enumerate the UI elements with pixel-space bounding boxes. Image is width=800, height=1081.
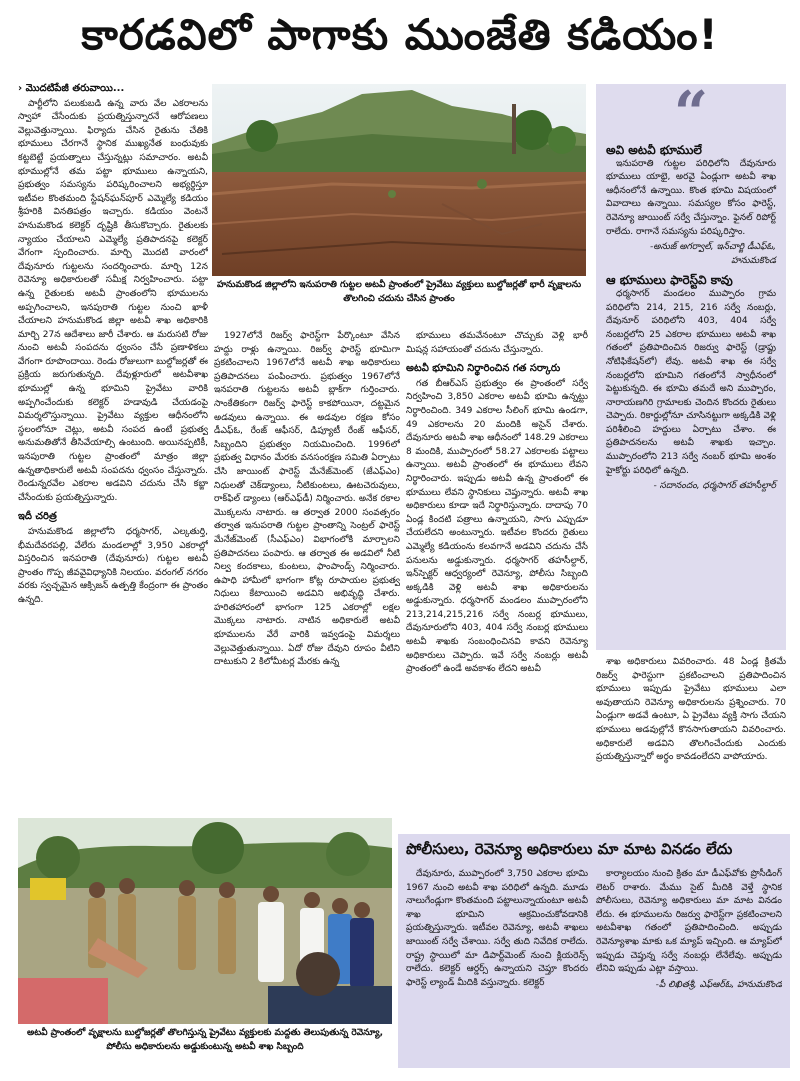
col2-paragraph: 1927లోనే రిజర్వ్ ఫారెస్ట్‌గా పేర్కొంటూ వేసిన హద్దు రాళ్లు ఉన్నాయి. రిజర్వ్ ఫారెస్ట్ భూమిగా ప్రకటించాలని 1967లోనే అటవీ శాఖ అధికారులు ప్రతిపాదనలు పంపించారు. ప్రభుత్వం 1967లోనే ఇనపరాతి గుట్టలను అటవీ బ్లాక్‌గా గుర్తించారు. సాంకేతికంగా రిజర్వ్ ఫారెస్ట్ కాకపోయినా, దట్టమైన అడవులు ఉన్నాయి. ఈ అడవుల రక్షణ కోసం డీఎఫ్‌ఓ, రేంజ్ ఆఫీసర్, డిప్యూటీ రేంజ్ ఆఫీసర్, సిబ్బందిని ప్రభుత్వం నియమించింది. 1996లో ప్రభుత్వ విధానం మేరకు వనసంరక్షణ సమితి ఏర్పాటు చేసి జాయింట్ ఫారెస్ట్ మేనేజ్‌మెంట్ (జేఎఫ్ఎం) నిధులతో చెక్‌డ్యాంలు, నీటికుంటలు, ఊటచెరువులు, రాక్‌ఫిల్ డ్యాంలు (ఆర్‌ఎఫ్‌డీ) నిర్మించారు. అనేక రకాల మొక్కలను నాటారు. ఆ తర్వాత 2000 సంవత్సరం తర్వాత ఇనుపరాతి గుట్టల ప్రాంతాన్ని సెంట్రల్ ఫారెస్ట్ మేనేజ్‌మెంట్ (సీఎఫ్ఎం) విభాగంలోకి మార్చాలని ప్రతిపాదనలు పంపారు. ఆ తర్వాత ఈ అడవిలో నీటి నిల్వ కందకాలు, కుంటలు, ఫాంపాండ్స్ నిర్మించారు. ఉపాధి హామీలో భాగంగా కోట్ల రూపాయల ప్రభుత్వ నిధులు కేటాయించి అడవిని అభివృద్ధి చేశారు. హరితహారంలో భాగంగా 125 ఎకరాల్లో లక్షల మొక్కలు నాటారు. నాటిన అధికారులే అటవీ భూములను వేరే వారికి ఇవ్వడంపై విమర్శలు వెల్లువెత్తుతున్నాయి. ఏదో రోజు దేవుని రూపం వీటిని దాటుకుని 2 కిలోమీటర్ల మేరకు ఉన్న [214,331,400,668]
col1-history: హనుమకొండ జిల్లాలోని ధర్మసాగర్, ఎల్కతుర్తి, భీమదేవరపల్లి, వేలేరు మండలాల్లో 3,950 ఎకరాల్లో విస్తరించిన ఇనపరాతి (దేవునూరు) గుట్టల అటవీ ప్రాంతం గొప్ప జీవవైవిధ్యానికి నిలయం. వరంగల్ నగరం వరకు స్వచ్ఛమైన ఆక్సిజన్ ఉత్పత్తి కేంద్రంగా ఈ ప్రాంతం ఉన్నది. [18,527,208,605]
headline-text: కారడవిలో పాగాకు ముంజేతి కడియం! [81,10,719,59]
col1-subhead: ఇదీ చరిత్ర [18,511,57,523]
col3-body: గత బీఆర్ఎస్ ప్రభుత్వం ఈ ప్రాంతంలో సర్వే నిర్వహించి 3,850 ఎకరాల అటవీ భూమి ఉన్నట్టు నిర్థారించింది. 349 ఎకరాల సీలింగ్ భూమి ఉండగా, 49 ఎకరాలను 20 మందికి అసైన్ చేశారు. దేవునూరు అటవీ శాఖ ఆధీనంలో 148.29 ఎకరాలు 8 మందికి, ముప్పారంలో 58.27 ఎకరాలకు పట్టాలు ఉన్నాయి. అటవీ ప్రాంతంలో ఈ భూములు లేవని నిర్థారించారు. ఇప్పుడు అటవీ ఉన్న ప్రాంతంలో ఈ భూములు లేవని స్థానికులు చెప్తున్నారు. అటవీ శాఖ అధికారులు కూడా ఇదే నిర్థారిస్తున్నారు. దాదాపు 70 ఏండ్ల కిందటి పత్రాలు ఉన్నాయని, సాగు ఎప్పుడూ చేయలేదని అంటున్నారు. ఇటీవల కొందరు రైతులు ఎమ్మెల్యే కడియంను కలవగానే అడవిని చదును చేసే పనులను అడ్డుకున్నారు. ధర్మసాగర్ తహసీల్దార్, ఇన్‌స్పెక్టర్ ఆధ్వర్యంలో రెవెన్యూ, పోలీసు సిబ్బంది అక్కడికి వెళ్లి అటవీ శాఖ అధికారులను అడ్డుకున్నారు. ధర్మసాగర్ మండలం ముప్పారంలోని 213,214,215,216 సర్వే నంబర్ల భూములు, దేవునూరులోని 403, 404 సర్వే నంబర్ల భూములు అటవీ శాఖకు సంబంధించినవి కావని రెవెన్యూ అధికారులు చెప్పారు. ఇవే సర్వే నంబర్లు అటవీ ప్రాంతంలో ఉండే అవకాశం లేదని అటవీ [406,378,588,675]
side-box2-signature: - సదానందం, ధర్మసాగర్ తహసీల్దార్ [653,481,776,492]
column-3 [406,330,588,812]
frO-quote-band [398,834,790,1068]
photo2-caption: అటవీ ప్రాంతంలో వృక్షాలను బుల్డోజర్లతో తొలగిస్తున్న ప్రైవేటు వ్యక్తులకు మద్దతు తెలుపుతున్న రెవెన్యూ, పోలీసు అధికారులను అడ్డుకుంటున్న అటవీ శాఖ సిబ్బంది [27,1028,383,1052]
band-left-column [406,868,588,1064]
side-box-1 [596,144,786,268]
headline [0,0,800,80]
col1-paragraph: పార్టీలోని పలుకుబడి ఉన్న వారు వేల ఎకరాలను స్వాహా చేసేందుకు ప్రయత్నిస్తున్నారనే ఆరోపణలు వెల్లువెత్తున్నాయి. ఫిర్యాదు చేసిన రైతును చేతికి భూములు చేరగానే స్థానిక ముఖ్యనేత బంధువుకు కట్టబెట్టే ప్రయత్నాలు చేస్తున్నట్లు సమాచారం. అటవీ భూముల్లోనే తమ పట్టా భూములు ఉన్నాయని, ప్రభుత్వం సమస్యను పరిష్కరించాలని అభ్యర్థిస్తూ ఇటీవల కొంతమంది స్టేషన్‌ఘన్‌పూర్ ఎమ్మెల్యే కడియం శ్రీహరికి వినతిపత్రం ఇచ్చారు. కడియం వెంటనే హనుమకొండ కలెక్టర్ దృష్టికి తీసుకొచ్చారు. రైతులకు న్యాయం చేయాలని ఎమ్మెల్యే ప్రతిపాదనపై కలెక్టర్ వేగంగా స్పందించారు. మార్చి మొదటి వారంలో దేవునూరు గుట్టలను సందర్శించారు. మార్చి 12న రెవెన్యూ అధికారులతో సమీక్ష నిర్వహించారు. పట్టా ఉన్న రైతులకు అటవీ ప్రాంతంలోని భూములను అప్పగించాలని, ఇనపురాతి గుట్టల నుంచి ఖాళీ చేయాలని హనుమకొండ జిల్లా అటవీ శాఖ అధికారికి మార్చి 27న ఆదేశాలు జారీ చేశారు. ఆ మరుసటి రోజు నుంచి అటవీ సంపదను ధ్వంసం చేసే ప్రణాళికలు వేగంగా రూపొందాయి. రెండు రోజులుగా బుల్డోజర్లతో ఈ ప్రక్రియ జరుగుతున్నది. దేవుళ్లూరులో అటవీశాఖ భూముల్లో ఉన్న భూమిని ప్రైవేటు వారికి అప్పగించేందుకు కలెక్టర్ హడావుడి చేయడంపై విమర్శలొస్తున్నాయి. ప్రైవేటు వ్యక్తుల ఆధీనంలోని స్థలంలోనూ చెట్లు, అటవీ సంపద ఉంటే ప్రభుత్వ అనుమతితోనే తీసివేయాల్సి ఉంటుంది. అయినప్పటికీ, ఇనపురాతి గుట్టల ప్రాంతంలో మాత్రం జిల్లా ఉన్నతాధికారులే అటవీ సంపదను ధ్వంసం చేస్తున్నారు. రెండున్నరవేల ఎకరాల అడవిని చదును చేసి కబ్జా చేసేందుకు ప్రయత్నిస్తున్నారు. [18,98,208,503]
chevron-right-icon: › [18,83,23,94]
kicker-text: మొదటిపేజీ తరువాయి... [25,83,125,94]
column-4 [596,656,786,808]
side-box2-text: ధర్మసాగర్ మండలం ముప్పారం గ్రామ పరిధిలోని 214, 215, 216 సర్వే నంబర్లు, దేవునూర్ పరిధిలోని 403, 404 సర్వే నంబర్లలోని 25 ఎకరాల భూములు అటవీ శాఖ గతంలో ప్రతిపాదించిన రిజర్వు ఫారెస్ట్ (డ్రాఫ్టు నోటిఫికేషన్‌లో) లేవు. అటవీ శాఖ ఈ సర్వే నంబర్లలోని భూమిని గతంలోనే స్వాధీనంలో పెట్టుకున్నది. ఈ భూమి తమదే అని ముప్పారం, నారాయణగిరి గ్రామాలకు చెందిన కొందరు రైతులు చెప్పారు. రికార్డుల్లోనూ చూసినట్టుగా అక్కడికి వెళ్లి పరిశీలించి హద్దులు ఏర్పాటు చేశాం. ఈ ప్రతిపాదనలను అటవీ శాఖకు ఇచ్చాం. ముప్పారంలోని 213 సర్వే నంబర్ భూమి అంశం హైకోర్టు పరిధిలో ఉన్నది. [606,288,776,476]
photo-cleared-forest [212,84,586,276]
col3-subhead: అటవీ భూమిని నిర్థారించిన గత సర్కారు [406,363,561,375]
photo1-caption: హనుమకొండ జిల్లాలోని ఇనుపరాతి గుట్టల అటవీ ప్రాంతంలో ప్రైవేటు వ్యక్తులు బుల్డోజర్లతో భారీ వృక్షాలను తొలగించి చదును చేసిన ప్రాంతం [216,280,582,304]
band-title: పోలీసులు, రెవెన్యూ అధికారులు మా మాట వినడం లేదు [406,840,733,858]
col3-intro: భూములు తమవేనంటూ చొచ్చుకు వెళ్లి భారీ మిషన్ల సహాయంతో చదును చేస్తున్నారు. [406,331,588,355]
continued-kicker [18,82,208,96]
band-right-text: కార్యాలయం నుంచి క్రితం మా డీఎఫ్‌వోకు ప్రొసీడింగ్ లెటర్ రాశారు. మేము సైట్ మీదికి వెళ్తే స్థానిక పోలీసులు, రెవెన్యూ అధికారులు మా మాట వినడం లేదు. ఈ భూములను రిజర్వు ఫారెస్ట్‌గా ప్రకటించాలని అటవీశాఖ గతంలో ప్రతిపాదించింది. అప్పుడు రెవెన్యూశాఖ మాకు ఒక మ్యాప్ ఇచ్చింది. ఆ మ్యాప్‌లో ఇప్పుడు చెప్తున్న సర్వే నంబర్లు లేనేలేవు. అప్పుడు లేనివి ఇప్పుడు ఎట్లా వస్తాయి. [596,869,782,975]
side-box-2 [596,268,786,494]
column-1 [18,82,208,810]
col4-paragraph: శాఖ అధికారులు వివరించారు. 48 ఏండ్ల క్రితమే రిజర్వ్ ఫారెస్టుగా ప్రకటించాలని ప్రతిపాదించిన భూములు ఇప్పుడు ప్రైవేటు భూములు ఎలా అవుతాయని రెవెన్యూ అధికారులను ప్రశ్నించారు. 70 ఏండ్లుగా అడవే ఉంటూ, ఏ ప్రైవేటు వ్యక్తి సాగు చేయని భూములు అడవుల్లోనే కొనసాగుతాయని వివరించారు. అధికారులే అడవిని తొలగించేందుకు ఎందుకు ప్రయత్నిస్తున్నారో అర్థం కావడంలేదని వాపోయారు. [596,657,786,763]
side-box1-text: ఇనుపరాతి గుట్టల పరిధిలోని దేవునూరు భూములు యాభై, అరవై ఏండ్లుగా అటవీ శాఖ ఆధీనంలోనే ఉన్నాయి. కొంత భూమి విషయంలో వివాదాలు ఉన్నాయి. సమస్యల కోసం ఫారెస్ట్, రెవెన్యూ జాయింట్ సర్వే చేస్తున్నాం. ఫైనల్ రిపోర్ట్ రాలేదు. రాగానే సమస్యను పరిష్కరిస్తాం. [606,158,776,237]
side-box2-title: ఆ భూములు ఫారెస్ట్‌వి కావు [606,273,733,288]
side-box1-signature: -అనుజ్ అగర్వాల్, ఇన్‌చార్జి డీఎఫ్ఓ, హనుమకొండ [650,242,776,266]
column-2 [214,330,400,812]
side-box1-title: అవి అటవీ భూములే [606,144,702,157]
quote-icon: “ [673,79,709,149]
band-right-column [596,868,782,1064]
band-left-text: దేవునూరు, ముప్పారంలో 3,750 ఎకరాల భూమి 1967 నుంచి అటవీ శాఖ పరిధిలో ఉన్నది. మూడు నాలుగేండ్లుగా కొంతమంది పట్టాలున్నాయంటూ అటవీ శాఖ భూమిని ఆక్రమించుకోవడానికి ప్రయత్నిస్తున్నారు. ఇటీవల రెవెన్యూ, అటవీ శాఖలు జాయింట్ సర్వే చేశాయి. సర్వే తుది నివేదిక రాలేదు. రాష్ట్ర స్థాయిలో మా డిపార్ట్‌మెంట్ నుంచి క్లియరెన్స్ రాలేదు. కలెక్టర్ ఆర్డర్స్ ఉన్నాయని చెప్తూ కొందరు ఫారెస్ట్ ల్యాండ్ మీదికి వస్తున్నారు. కలెక్టర్ [406,869,588,988]
sidebar-quotes [596,79,786,650]
photo-officials [18,818,392,1024]
band-signature: -పీ లిఖితశ్రీ, ఎఫ్ఆర్ఓ, హనుమకొండ [655,979,782,990]
